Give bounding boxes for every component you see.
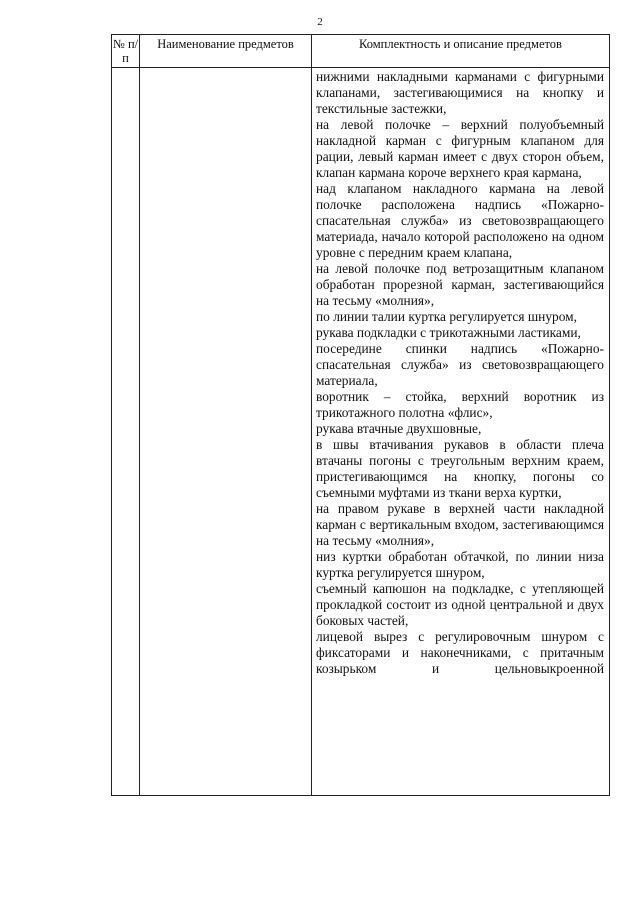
table-row [112,68,610,796]
desc-paragraph: посередине спинки надпись «Пожарно-спасательная служба» из световозвращающего материала, [316,341,604,388]
page-number: 2 [317,16,323,28]
desc-paragraph: рукава втачные двухшовные, [316,421,482,436]
desc-paragraph: съемный капюшон на подкладке, с утепляющей прокладкой состоит из одной центральной и двух боковых частей, [316,581,604,628]
cell-name [140,68,312,796]
cell-description [312,68,610,796]
header-name: Наименование предметов [140,35,312,68]
header-desc: Комплектность и описание предметов [312,35,610,68]
desc-paragraph: рукава подкладки с трикотажными ластиками, [316,325,581,340]
desc-paragraph: на левой полочке под ветрозащитным клапаном обработан прорезной карман, застегивающийся на тесьму «молния», [316,261,604,308]
desc-paragraph: над клапаном накладного кармана на левой полочке расположена надпись «Пожарно-спасательная служба» из световозвращающего материада, начало которой расположено на одном уровне с передним краем клапана, [316,181,604,260]
desc-paragraph: в швы втачивания рукавов в области плеча втачаны погоны с треугольным верхним краем, пристегивающимся на кнопку, погоны со съемными муфтами из ткани верха куртки, [316,437,604,500]
desc-paragraph: на правом рукаве в верхней части накладной карман с вертикальным входом, застегивающимся на тесьму «молния», [316,501,604,548]
desc-paragraph: низ куртки обработан обтачкой, по линии низа куртка регулируется шнуром, [316,549,604,580]
desc-paragraph: нижними накладными карманами с фигурными клапанами, застегивающимися на кнопку и текстильные застежки, [316,69,604,116]
cell-num [112,68,140,796]
desc-paragraph: на левой полочке – верхний полуобъемный накладной карман с фигурным клапаном для рации, левый карман имеет с двух сторон объем, клапан кармана короче верхнего края кармана, [316,117,604,180]
header-num: № п/п [112,35,140,68]
table-header-row [112,35,610,68]
desc-paragraph: воротник – стойка, верхний воротник из трикотажного полотна «флис», [316,389,604,420]
desc-paragraph: по линии талии куртка регулируется шнуром, [316,309,577,324]
desc-paragraph: лицевой вырез с регулировочным шнуром с фиксаторами и наконечниками, с притачным козырьком и цельновыкроенной [316,629,604,676]
spec-table [111,34,610,796]
